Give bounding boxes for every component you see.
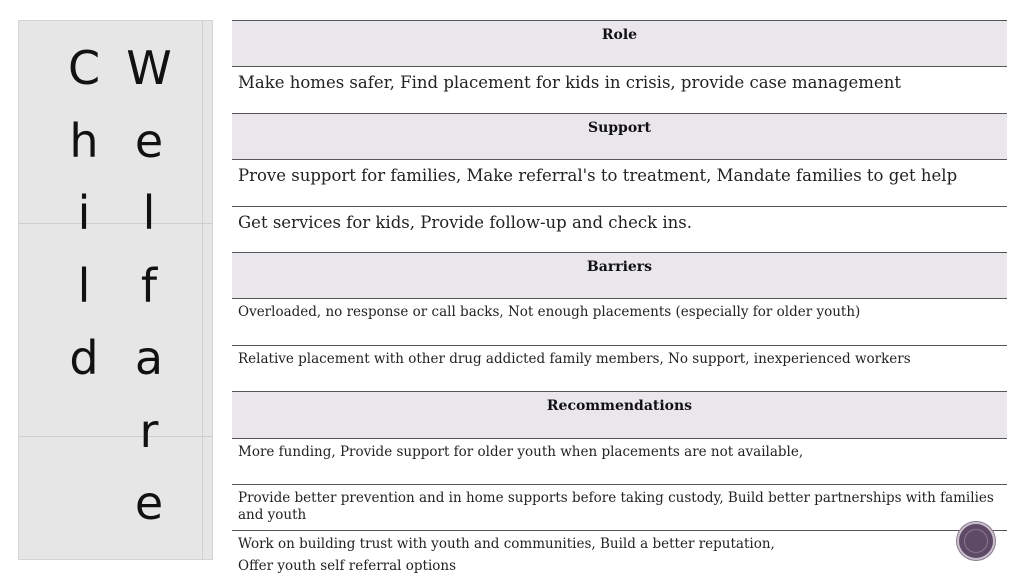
barriers-row: Relative placement with other drug addicted family members, No support, inexperienced workers — [232, 345, 1007, 391]
recommendations-row — [232, 530, 1007, 576]
side-panel-rule — [19, 223, 212, 224]
child-welfare-table — [232, 20, 1007, 576]
title-word-welfare — [119, 41, 179, 549]
recommendations-row: Provide better prevention and in home supports before taking custody, Build better partnerships with families and youth — [232, 484, 1007, 530]
slide-nav-circle[interactable] — [957, 522, 995, 560]
support-row: Get services for kids, Provide follow-up and check ins. — [232, 206, 1007, 252]
recommendations-line: Offer youth self referral options — [238, 558, 457, 575]
recommendations-row: More funding, Provide support for older youth when placements are not available, — [232, 438, 1007, 484]
title-letter: r — [139, 403, 159, 458]
title-letter: e — [134, 113, 164, 168]
title-letter: f — [140, 258, 158, 313]
title-letter: C — [67, 41, 101, 95]
support-header: Support — [232, 113, 1007, 159]
side-title-panel — [18, 20, 213, 560]
title-letter: a — [134, 331, 164, 385]
support-row: Prove support for families, Make referral's to treatment, Mandate families to get help — [232, 159, 1007, 205]
title-letter: h — [69, 113, 99, 168]
title-letter: d — [69, 331, 99, 385]
recommendations-line: Work on building trust with youth and communities, Build a better reputation, — [238, 536, 775, 553]
title-letter: l — [77, 258, 91, 313]
title-letter: l — [142, 186, 156, 240]
recommendations-header: Recommendations — [232, 391, 1007, 437]
title-word-child — [54, 41, 114, 404]
barriers-header: Barriers — [232, 252, 1007, 298]
barriers-row: Overloaded, no response or call backs, Not enough placements (especially for older youth) — [232, 298, 1007, 344]
role-header: Role — [232, 20, 1007, 66]
side-panel-divider — [202, 21, 203, 559]
title-letter: i — [77, 186, 91, 240]
side-panel-rule — [19, 436, 212, 437]
title-letter: e — [134, 476, 164, 530]
role-row: Make homes safer, Find placement for kids in crisis, provide case management — [232, 66, 1007, 112]
title-letter: W — [126, 41, 172, 95]
